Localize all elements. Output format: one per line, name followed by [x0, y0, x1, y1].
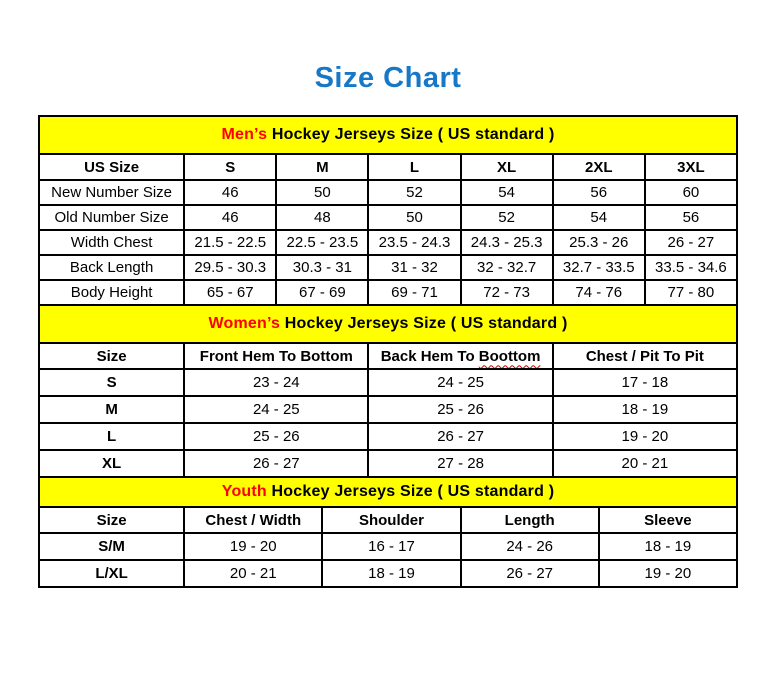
size-value: 69 - 71: [368, 280, 460, 305]
size-value: 54: [461, 180, 553, 205]
mens-section-title: [39, 116, 737, 154]
size-value: 18 - 19: [599, 533, 737, 560]
size-value: 24 - 25: [368, 369, 552, 396]
size-value: 25 - 26: [368, 396, 552, 423]
row-label: L: [39, 423, 184, 450]
row-label: S/M: [39, 533, 184, 560]
size-value: 26 - 27: [184, 450, 368, 477]
row-label: Width Chest: [39, 230, 184, 255]
youth-section-band: [39, 477, 737, 507]
size-value: 24 - 26: [461, 533, 599, 560]
column-header: S: [184, 154, 276, 180]
size-value: 22.5 - 23.5: [276, 230, 368, 255]
size-value: 20 - 21: [553, 450, 737, 477]
size-value: 56: [645, 205, 737, 230]
size-value: 32.7 - 33.5: [553, 255, 645, 280]
size-value: 67 - 69: [276, 280, 368, 305]
column-header: M: [276, 154, 368, 180]
data-row: [39, 205, 737, 230]
youth-header-row: [39, 507, 737, 533]
youth-section-accent: Youth: [221, 483, 267, 500]
size-value: 52: [461, 205, 553, 230]
size-value: 60: [645, 180, 737, 205]
column-header: Front Hem To Bottom: [184, 343, 368, 369]
womens-header-row: [39, 343, 737, 369]
data-row: [39, 280, 737, 305]
row-label: L/XL: [39, 560, 184, 587]
row-label: Back Length: [39, 255, 184, 280]
youth-size-table: [38, 476, 738, 588]
size-value: 65 - 67: [184, 280, 276, 305]
size-value: 33.5 - 34.6: [645, 255, 737, 280]
column-header: Size: [39, 507, 184, 533]
size-value: 24 - 25: [184, 396, 368, 423]
mens-size-table: [38, 115, 738, 306]
data-row: [39, 180, 737, 205]
womens-size-table: [38, 304, 738, 478]
data-row: [39, 396, 737, 423]
column-header: XL: [461, 154, 553, 180]
size-value: 72 - 73: [461, 280, 553, 305]
size-value: 19 - 20: [553, 423, 737, 450]
page-title: Size Chart: [314, 62, 462, 94]
size-value: 27 - 28: [368, 450, 552, 477]
womens-section-rest: Hockey Jerseys Size ( US standard ): [280, 315, 568, 332]
size-value: 19 - 20: [599, 560, 737, 587]
column-header: Sleeve: [599, 507, 737, 533]
size-value: 52: [368, 180, 460, 205]
size-value: 46: [184, 180, 276, 205]
size-value: 25 - 26: [184, 423, 368, 450]
womens-section-accent: Women’s: [208, 315, 281, 332]
size-value: 18 - 19: [553, 396, 737, 423]
size-value: 26 - 27: [368, 423, 552, 450]
size-value: 50: [276, 180, 368, 205]
mens-section-rest: Hockey Jerseys Size ( US standard ): [267, 126, 555, 143]
mens-section-accent: Men’s: [221, 126, 268, 143]
row-label: Body Height: [39, 280, 184, 305]
column-header: Length: [461, 507, 599, 533]
column-header: 3XL: [645, 154, 737, 180]
data-row: [39, 423, 737, 450]
row-label: XL: [39, 450, 184, 477]
size-chart-container: [38, 115, 738, 588]
column-header: Size: [39, 343, 184, 369]
row-label: New Number Size: [39, 180, 184, 205]
size-value: 23 - 24: [184, 369, 368, 396]
mens-header-row: [39, 154, 737, 180]
size-value: 17 - 18: [553, 369, 737, 396]
data-row: [39, 255, 737, 280]
column-header-misspelled: [368, 343, 552, 369]
size-value: 16 - 17: [322, 533, 460, 560]
womens-section-title: [39, 305, 737, 343]
womens-section-band: [39, 305, 737, 343]
size-value: 74 - 76: [553, 280, 645, 305]
size-value: 77 - 80: [645, 280, 737, 305]
column-header: Chest / Pit To Pit: [553, 343, 737, 369]
size-value: 48: [276, 205, 368, 230]
size-value: 24.3 - 25.3: [461, 230, 553, 255]
column-header: L: [368, 154, 460, 180]
misspelled-word: Boottom: [478, 347, 541, 365]
data-row: [39, 450, 737, 477]
size-value: 56: [553, 180, 645, 205]
column-header-text: Back Hem To: [380, 347, 479, 365]
size-value: 31 - 32: [368, 255, 460, 280]
data-row: [39, 230, 737, 255]
size-value: 50: [368, 205, 460, 230]
youth-section-rest: Hockey Jerseys Size ( US standard ): [266, 483, 555, 500]
size-value: 21.5 - 22.5: [184, 230, 276, 255]
size-value: 26 - 27: [645, 230, 737, 255]
column-header: Chest / Width: [184, 507, 322, 533]
mens-section-band: [39, 116, 737, 154]
size-value: 19 - 20: [184, 533, 322, 560]
column-header: 2XL: [553, 154, 645, 180]
column-header: Shoulder: [322, 507, 460, 533]
data-row: [39, 560, 737, 587]
size-value: 20 - 21: [184, 560, 322, 587]
row-label: M: [39, 396, 184, 423]
size-value: 23.5 - 24.3: [368, 230, 460, 255]
size-value: 54: [553, 205, 645, 230]
column-header: US Size: [39, 154, 184, 180]
row-label: Old Number Size: [39, 205, 184, 230]
size-value: 18 - 19: [322, 560, 460, 587]
size-value: 32 - 32.7: [461, 255, 553, 280]
size-value: 25.3 - 26: [553, 230, 645, 255]
size-value: 29.5 - 30.3: [184, 255, 276, 280]
data-row: [39, 533, 737, 560]
row-label: S: [39, 369, 184, 396]
data-row: [39, 369, 737, 396]
size-value: 30.3 - 31: [276, 255, 368, 280]
size-value: 26 - 27: [461, 560, 599, 587]
size-value: 46: [184, 205, 276, 230]
youth-section-title: [39, 477, 737, 507]
